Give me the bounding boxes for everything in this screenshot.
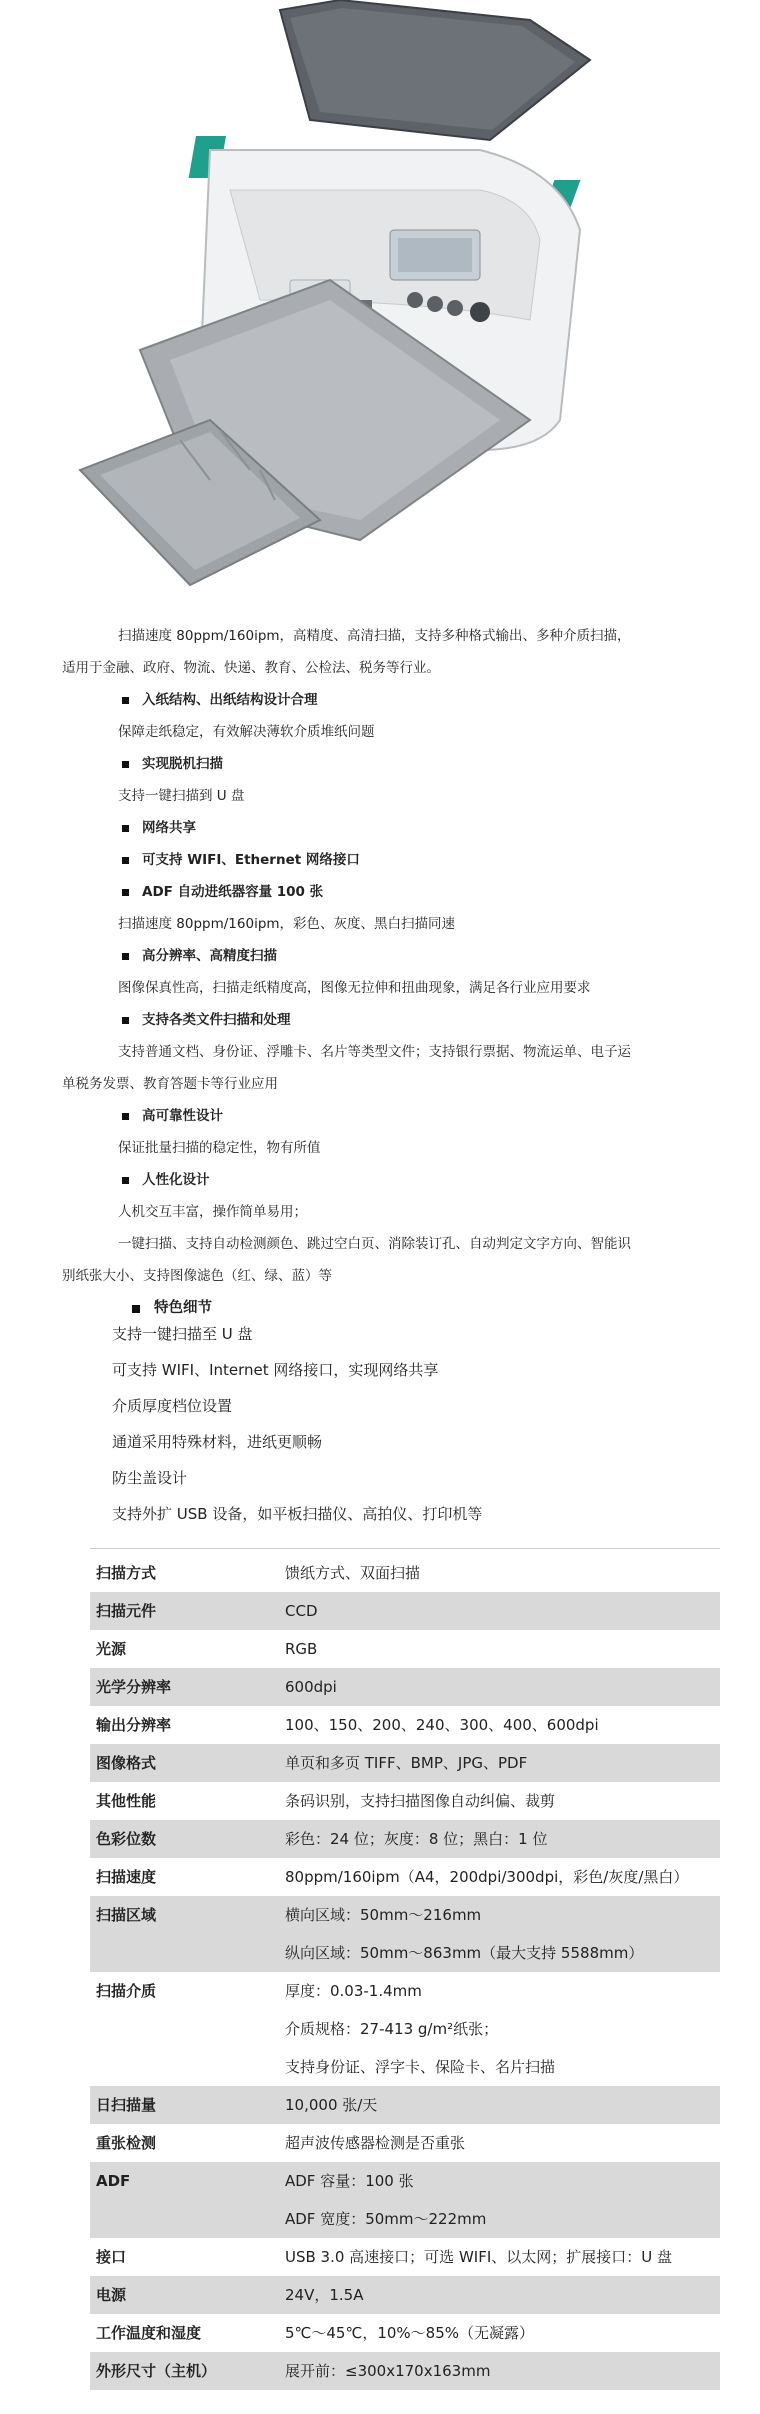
spec-value-line: 600dpi <box>285 1678 337 1696</box>
spec-value <box>285 2314 720 2352</box>
scanner-image <box>60 0 620 600</box>
spec-value-line: ADF 宽度：50mm～222mm <box>285 2210 487 2228</box>
spec-row <box>90 2124 720 2162</box>
spec-value-line: CCD <box>285 1602 318 1620</box>
feature-desc: 一键扫描、支持自动检测颜色、跳过空白页、消除装订孔、自动判定文字方向、智能识 <box>118 1236 631 1252</box>
spec-value <box>285 1668 720 1706</box>
spec-key: 光学分辨率 <box>96 1678 172 1696</box>
spec-row <box>90 1782 720 1820</box>
spec-value-line: 80ppm/160ipm（A4，200dpi/300dpi，彩色/灰度/黑白） <box>285 1868 689 1886</box>
spec-value <box>285 1554 720 1592</box>
spec-row <box>90 1896 720 1972</box>
spec-row <box>90 1858 720 1896</box>
spec-row <box>90 1706 720 1744</box>
spec-row <box>90 2276 720 2314</box>
feature-title: ADF 自动进纸器容量 100 张 <box>88 876 648 908</box>
spec-value-line: ADF 容量：100 张 <box>285 2172 414 2190</box>
spec-key: ADF <box>96 2172 131 2190</box>
spec-value <box>285 1744 720 1782</box>
spec-row <box>90 2086 720 2124</box>
spec-row <box>90 1668 720 1706</box>
spec-key: 图像格式 <box>96 1754 157 1772</box>
spec-key: 扫描区域 <box>96 1906 157 1924</box>
feature-title: 入纸结构、出纸结构设计合理 <box>88 684 648 716</box>
spec-value <box>285 2086 720 2124</box>
spec-value-line: 彩色：24 位；灰度：8 位；黑白：1 位 <box>285 1830 548 1848</box>
spec-value <box>285 1630 720 1668</box>
spec-row <box>90 1554 720 1592</box>
spec-table <box>90 1554 720 2390</box>
spec-value-line: 10,000 张/天 <box>285 2096 378 2114</box>
spec-value <box>285 1782 720 1820</box>
detail-item: 可支持 WIFI、Internet 网络接口，实现网络共享 <box>112 1361 439 1379</box>
feature-desc-wrap: 单税务发票、教育答题卡等行业应用 <box>62 1076 278 1092</box>
spec-key: 扫描元件 <box>96 1602 157 1620</box>
spec-key: 日扫描量 <box>96 2096 157 2114</box>
spec-key: 扫描速度 <box>96 1868 157 1886</box>
detail-item: 介质厚度档位设置 <box>112 1397 233 1415</box>
feature-desc: 支持普通文档、身份证、浮雕卡、名片等类型文件；支持银行票据、物流运单、电子运 <box>118 1044 631 1060</box>
feature-title: 实现脱机扫描 <box>88 748 648 780</box>
intro-line: 扫描速度 80ppm/160ipm，高精度、高清扫描，支持多种格式输出、多种介质扫描， <box>118 628 631 644</box>
detail-list <box>112 1316 672 1532</box>
feature-desc: 扫描速度 80ppm/160ipm，彩色、灰度、黑白扫描同速 <box>118 916 456 932</box>
spec-value-line: USB 3.0 高速接口；可选 WIFI、以太网；扩展接口：U 盘 <box>285 2248 673 2266</box>
spec-row <box>90 1630 720 1668</box>
spec-value-line: 馈纸方式、双面扫描 <box>285 1564 421 1582</box>
spec-value <box>285 2352 720 2390</box>
spec-row <box>90 2314 720 2352</box>
spec-row <box>90 1972 720 2086</box>
feature-desc: 保障走纸稳定，有效解决薄软介质堆纸问题 <box>118 724 375 740</box>
spec-value-line: 厚度：0.03-1.4mm <box>285 1982 422 2000</box>
spec-value-line: 纵向区域：50mm～863mm（最大支持 5588mm） <box>285 1944 644 1962</box>
spec-value <box>285 2162 720 2238</box>
spec-value <box>285 2276 720 2314</box>
spec-value-line: 100、150、200、240、300、400、600dpi <box>285 1716 599 1734</box>
spec-value <box>285 1972 720 2086</box>
spec-value-line: 5℃～45℃，10%～85%（无凝露） <box>285 2324 535 2342</box>
spec-key: 扫描介质 <box>96 1982 157 2000</box>
spec-value-line: 横向区域：50mm～216mm <box>285 1906 482 1924</box>
feature-title: 人性化设计 <box>88 1164 648 1196</box>
feature-title: 可支持 WIFI、Ethernet 网络接口 <box>88 844 648 876</box>
spec-value <box>285 2238 720 2276</box>
spec-row <box>90 1592 720 1630</box>
feature-title: 高可靠性设计 <box>88 1100 648 1132</box>
spec-row <box>90 2162 720 2238</box>
detail-title: 特色细节 <box>88 1292 648 1324</box>
spec-value <box>285 1858 720 1896</box>
spec-key: 扫描方式 <box>96 1564 157 1582</box>
spec-value-line: 单页和多页 TIFF、BMP、JPG、PDF <box>285 1754 528 1772</box>
feature-desc: 支持一键扫描到 U 盘 <box>118 788 245 804</box>
spec-row <box>90 1820 720 1858</box>
spec-row <box>90 2238 720 2276</box>
detail-item: 通道采用特殊材料，进纸更顺畅 <box>112 1433 323 1451</box>
detail-item: 支持外扩 USB 设备，如平板扫描仪、高拍仪、打印机等 <box>112 1505 483 1523</box>
spec-value <box>285 1896 720 1972</box>
spec-key: 其他性能 <box>96 1792 157 1810</box>
spec-key: 外形尺寸（主机） <box>96 2362 217 2380</box>
spec-key: 输出分辨率 <box>96 1716 172 1734</box>
feature-title: 高分辨率、高精度扫描 <box>88 940 648 972</box>
spec-value-line: 支持身份证、浮字卡、保险卡、名片扫描 <box>285 2058 556 2076</box>
spec-key: 工作温度和湿度 <box>96 2324 202 2342</box>
spec-value <box>285 1820 720 1858</box>
spec-value-line: 超声波传感器检测是否重张 <box>285 2134 466 2152</box>
feature-desc: 人机交互丰富，操作简单易用； <box>118 1204 307 1220</box>
spec-value-line: 24V，1.5A <box>285 2286 364 2304</box>
spec-value-line: 条码识别，支持扫描图像自动纠偏、裁剪 <box>285 1792 556 1810</box>
spec-value-line: RGB <box>285 1640 318 1658</box>
divider <box>90 1548 720 1549</box>
spec-value-line: 介质规格：27-413 g/m²纸张； <box>285 2020 499 2038</box>
feature-title: 支持各类文件扫描和处理 <box>88 1004 648 1036</box>
feature-title: 网络共享 <box>88 812 648 844</box>
feature-list <box>62 620 648 1324</box>
intro-line: 适用于金融、政府、物流、快递、教育、公检法、税务等行业。 <box>62 660 440 676</box>
feature-desc-wrap: 别纸张大小、支持图像滤色（红、绿、蓝）等 <box>62 1268 332 1284</box>
feature-desc: 图像保真性高，扫描走纸精度高，图像无拉伸和扭曲现象，满足各行业应用要求 <box>118 980 591 996</box>
spec-key: 重张检测 <box>96 2134 157 2152</box>
spec-value <box>285 1592 720 1630</box>
spec-key: 色彩位数 <box>96 1830 157 1848</box>
spec-key: 电源 <box>96 2286 127 2304</box>
spec-row <box>90 2352 720 2390</box>
spec-value <box>285 1706 720 1744</box>
feature-desc: 保证批量扫描的稳定性，物有所值 <box>118 1140 321 1156</box>
detail-item: 防尘盖设计 <box>112 1469 188 1487</box>
detail-item: 支持一键扫描至 U 盘 <box>112 1325 253 1343</box>
spec-value <box>285 2124 720 2162</box>
spec-key: 光源 <box>96 1640 127 1658</box>
spec-value-line: 展开前：≤300x170x163mm <box>285 2362 491 2380</box>
spec-key: 接口 <box>96 2248 127 2266</box>
spec-row <box>90 1744 720 1782</box>
